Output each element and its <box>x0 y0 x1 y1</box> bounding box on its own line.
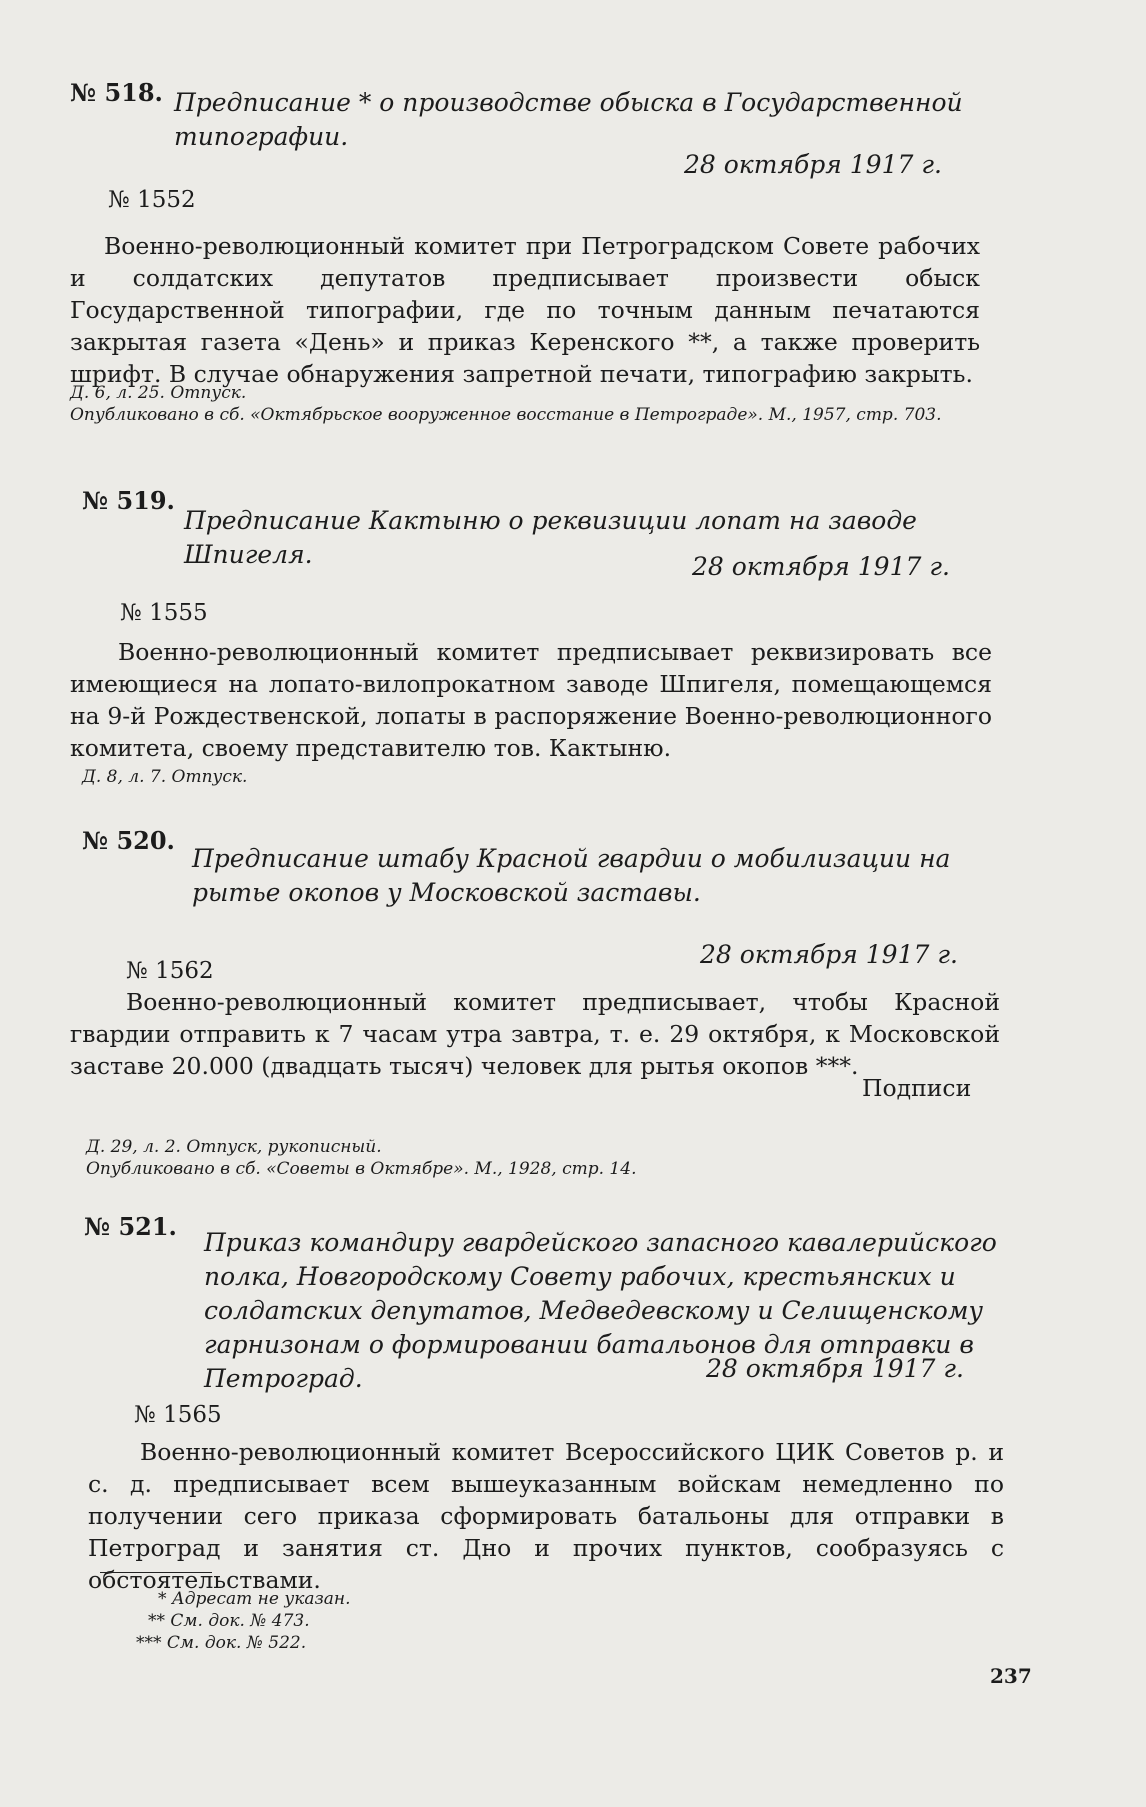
document-body: Военно-революционный комитет при Петроградском Совете рабочих и солдатских депутатов предписывает произвести обыск Государственной типографии, где по точным данным печатаются закрытая газета «День» и приказ Керенского **, а также проверить шрифт. В случае обнаружения запретной печати, типографию закрыть. <box>70 232 980 388</box>
document-date: 28 октября 1917 г. <box>700 940 958 969</box>
signature-line: Подписи <box>862 1074 972 1102</box>
footnote-1: * Адресат не указан. <box>158 1589 351 1609</box>
document-number: № 520. <box>82 826 175 855</box>
publication-reference: Опубликовано в сб. «Октябрьское вооруженное восстание в Петрограде». М., 1957, стр. 703. <box>70 405 942 425</box>
document-title: Предписание * о производстве обыска в Государственной типографии. <box>174 88 963 151</box>
document-number: № 519. <box>82 486 175 515</box>
document-date: 28 октября 1917 г. <box>684 150 942 179</box>
document-date: 28 октября 1917 г. <box>692 552 950 581</box>
registration-number: № 1555 <box>120 600 208 626</box>
footnote-divider <box>100 1572 212 1573</box>
document-date: 28 октября 1917 г. <box>706 1354 964 1383</box>
publication-reference: Опубликовано в сб. «Советы в Октябре». М., 1928, стр. 14. <box>86 1159 637 1179</box>
archive-reference: Д. 6, л. 25. Отпуск. <box>70 383 247 403</box>
document-body: Военно-революционный комитет предписывает, чтобы Красной гвардии отправить к 7 часам утра завтра, т. е. 29 октября, к Московской заставе 20.000 (двадцать тысяч) человек для рытья окопов ***. <box>70 988 1000 1080</box>
archive-reference: Д. 8, л. 7. Отпуск. <box>82 767 248 787</box>
archive-reference: Д. 29, л. 2. Отпуск, рукописный. <box>86 1137 382 1157</box>
registration-number: № 1562 <box>126 958 214 984</box>
document-title: Приказ командиру гвардейского запасного кавалерийского полка, Новгородскому Совету рабочих, крестьянских и солдатских депутатов, Медведевскому и Селищенскому гарнизонам о формировании батальонов для отправки в Петроград. <box>204 1228 997 1393</box>
page-number: 237 <box>990 1664 1032 1688</box>
footnote-2: ** См. док. № 473. <box>148 1611 310 1631</box>
document-number: № 518. <box>70 78 163 107</box>
footnote-3: *** См. док. № 522. <box>136 1633 307 1653</box>
registration-number: № 1565 <box>134 1402 222 1428</box>
registration-number: № 1552 <box>108 187 196 213</box>
document-title: Предписание Кактыню о реквизиции лопат на заводе Шпигеля. <box>184 506 917 569</box>
document-title: Предписание штабу Красной гвардии о мобилизации на рытье окопов у Московской заставы. <box>192 844 951 907</box>
document-number: № 521. <box>84 1212 177 1241</box>
document-body: Военно-революционный комитет Всероссийского ЦИК Советов р. и с. д. предписывает всем вышеуказанным войскам немедленно по получении сего приказа сформировать батальоны для отправки в Петроград и занятия ст. Дно и прочих пунктов, сообразуясь с обстоятельствами. <box>88 1438 1004 1594</box>
document-body: Военно-революционный комитет предписывает реквизировать все имеющиеся на лопато-вилопрокатном заводе Шпигеля, помещающемся на 9-й Рождественской, лопаты в распоряжение Военно-революционного комитета, своему представителю тов. Кактыню. <box>70 638 992 762</box>
